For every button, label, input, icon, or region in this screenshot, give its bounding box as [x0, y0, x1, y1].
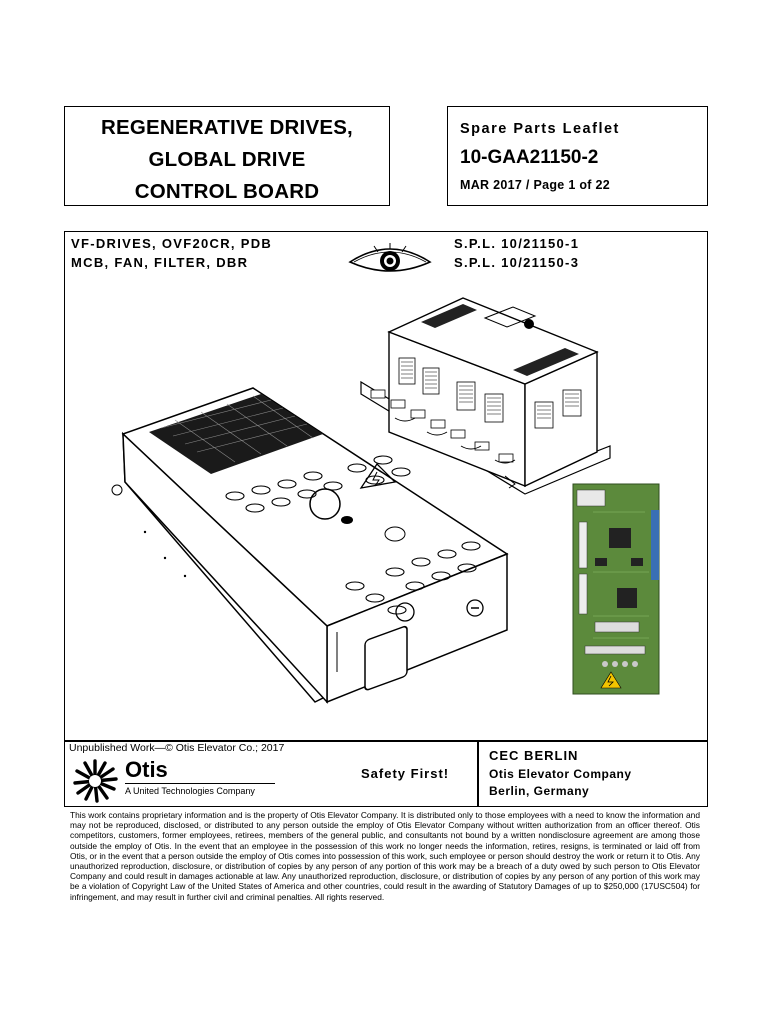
otis-logo — [73, 759, 273, 803]
control-board-illustration — [573, 484, 659, 694]
spl-reference-1: S.P.L. 10/21150-1 — [454, 236, 580, 251]
illustration-frame — [64, 231, 708, 741]
title-line-3: CONTROL BOARD — [134, 180, 320, 203]
document-number: 10-GAA21150-2 — [460, 147, 599, 168]
footer-left-box — [64, 741, 478, 807]
copyright-line: Unpublished Work—© Otis Elevator Co.; 2017 — [69, 742, 285, 754]
product-line-1: VF-DRIVES, OVF20CR, PDB — [71, 236, 273, 251]
title-line-2: GLOBAL DRIVE — [148, 148, 306, 171]
leaflet-type: Spare Parts Leaflet — [460, 121, 620, 137]
spl-reference-2: S.P.L. 10/21150-3 — [454, 255, 580, 270]
proprietary-notice: This work contains proprietary information and is the property of Otis Elevator Company. It is distributed only to those employees with a need to know the information and may not be reproduced, disclosed, or distributed to any person outside the employ of Otis Elevator Company without written authorization from an officer thereof. Otis competitors, customers, former employees, retirees, members of the general public, and consultants not bound by a written nondisclosure agreement are among those outside the employ of Otis. In the event that an employee in the possession of this work no longer needs the information, retires, resigns, is terminated or laid off from Otis, or in the event that a person outside the employ of Otis comes into possession of this work, such employee or person should destroy the work or return it to Otis. Any unauthorized reproduction, disclosure, or distribution of copies by any person of any portion of this work may be a breach of a duty owed by such person to Otis Elevator Company and could result in damages actionable at law. Any unauthorized reproduction, disclosure, or distribution of copies by any person of any portion of this work may be a violation of Copyright Law of the United States of America and other countries, could result in the awarding of Statutory Damages of up to $250,000 (17USC504) for infringement, and may result in further civil and criminal penalties. All rights reserved. — [70, 810, 700, 902]
document-title-box — [64, 106, 390, 206]
document-info-box — [447, 106, 708, 206]
location-name: CEC BERLIN — [489, 748, 579, 763]
title-line-1: REGENERATIVE DRIVES, — [101, 116, 353, 139]
small-drive-illustration — [361, 298, 610, 494]
otis-sunburst-icon — [73, 759, 119, 803]
otis-logo-tagline: A United Technologies Company — [125, 786, 255, 796]
drive-illustrations — [65, 232, 707, 740]
footer-right-box — [478, 741, 708, 807]
otis-logo-name: Otis — [125, 757, 168, 782]
date-page: MAR 2017 / Page 1 of 22 — [460, 178, 611, 192]
safety-slogan: Safety First! — [361, 766, 450, 781]
company-name: Otis Elevator Company — [489, 767, 632, 781]
product-line-2: MCB, FAN, FILTER, DBR — [71, 255, 249, 270]
city-name: Berlin, Germany — [489, 784, 590, 798]
